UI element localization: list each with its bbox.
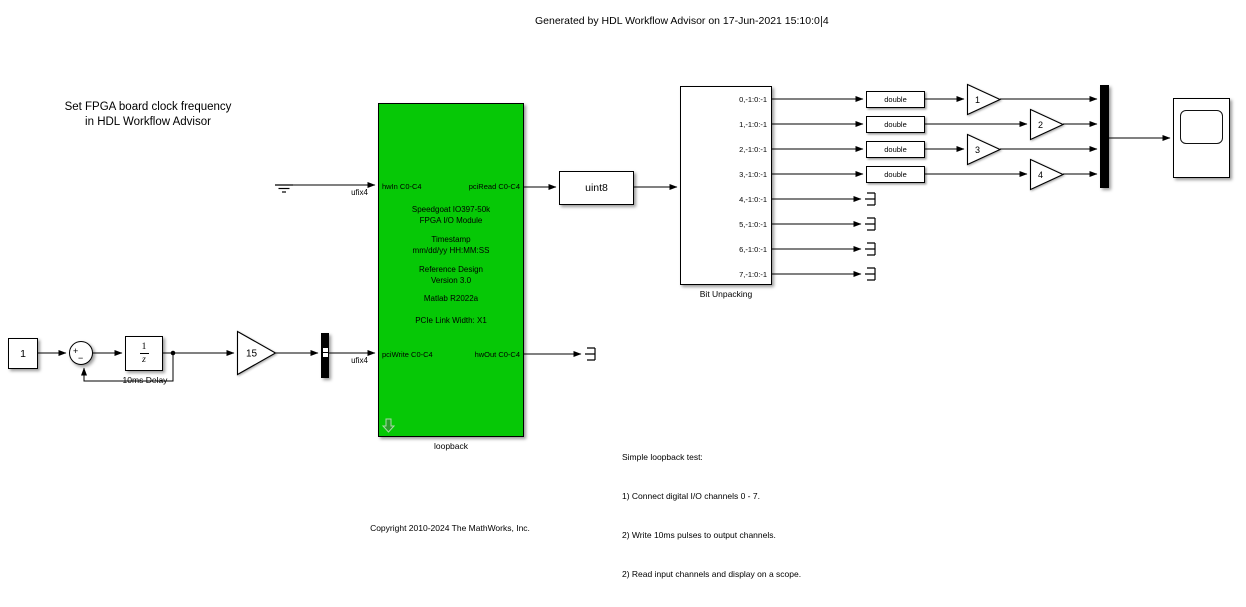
bit-unpacking-port: 1,-1:0:-1 <box>739 120 767 129</box>
terminator-block[interactable] <box>865 193 875 205</box>
annotation-heading-line2: in HDL Workflow Advisor <box>85 116 211 128</box>
mux-block-input[interactable] <box>321 333 329 378</box>
note-line: 2) Write 10ms pulses to output channels. <box>622 530 776 540</box>
unit-delay-fraction <box>140 342 149 365</box>
gain-value: 4 <box>1038 170 1044 180</box>
loopback-body-line: mm/dd/yy HH:MM:SS <box>412 246 490 255</box>
bit-unpacking-port: 5,-1:0:-1 <box>739 220 767 229</box>
bit-unpacking-port: 4,-1:0:-1 <box>739 195 767 204</box>
gain-value: 2 <box>1038 120 1044 130</box>
double-conversion-block[interactable] <box>866 116 925 133</box>
delay-numerator: 1 <box>141 342 147 352</box>
unit-delay-block[interactable] <box>125 336 163 371</box>
annotation-heading[interactable] <box>30 100 266 130</box>
sum-minus-sign: − <box>78 353 84 363</box>
ground-block[interactable] <box>275 185 293 192</box>
unit-delay-name[interactable]: 10ms Delay <box>122 375 168 385</box>
signal-label-ufix4-hwin[interactable]: ufix4 <box>351 188 368 197</box>
annotation-generated-text-before: Generated by HDL Workflow Advisor on 17-Jun-2021 15:10:0 <box>535 15 820 27</box>
port-label-hwout: hwOut C0-C4 <box>474 350 520 359</box>
annotation-note[interactable] <box>622 425 801 607</box>
conversion-type-label: uint8 <box>585 182 608 194</box>
double-label: double <box>884 120 907 129</box>
bit-unpacking-name[interactable]: Bit Unpacking <box>699 289 753 299</box>
terminator-block[interactable] <box>865 218 875 230</box>
double-conversion-block[interactable] <box>866 91 925 108</box>
note-line: 2) Read input channels and display on a scope. <box>622 569 802 579</box>
scope-screen <box>1180 110 1223 144</box>
loopback-body-line: Version 3.0 <box>430 276 472 285</box>
loopback-body-line: PCIe Link Width: X1 <box>415 316 487 325</box>
terminator-block[interactable] <box>865 268 875 280</box>
loopback-body-line: FPGA I/O Module <box>419 216 483 225</box>
bit-unpacking-port: 3,-1:0:-1 <box>739 170 767 179</box>
data-type-conversion-block[interactable] <box>559 171 634 205</box>
mux-port-mark <box>323 348 328 352</box>
mux-block-output[interactable] <box>1100 85 1109 188</box>
double-label: double <box>884 170 907 179</box>
subsystem-open-arrow-icon[interactable] <box>382 417 395 433</box>
loopback-block[interactable] <box>378 103 524 437</box>
gain-block-15[interactable] <box>237 331 277 375</box>
scope-block[interactable] <box>1173 98 1230 178</box>
annotation-generated[interactable] <box>535 15 829 27</box>
loopback-name[interactable]: loopback <box>433 441 469 451</box>
wire-junction-dot <box>171 351 176 356</box>
terminator-block[interactable] <box>585 348 595 360</box>
annotation-generated-text-after: 4 <box>822 15 829 27</box>
gain-block-3[interactable] <box>967 134 1001 165</box>
double-conversion-block[interactable] <box>866 166 925 183</box>
gain-value: 3 <box>975 145 981 155</box>
double-conversion-block[interactable] <box>866 141 925 158</box>
sum-block[interactable] <box>69 341 93 365</box>
loopback-body-line: Reference Design <box>418 265 484 274</box>
annotation-heading-line1: Set FPGA board clock frequency <box>64 101 232 113</box>
sum-plus-sign: + <box>73 346 79 356</box>
text-caret <box>821 16 822 27</box>
gain-block-1[interactable] <box>967 84 1001 115</box>
bit-unpacking-port: 7,-1:0:-1 <box>739 270 767 279</box>
terminator-block[interactable] <box>865 243 875 255</box>
loopback-body-line: Matlab R2022a <box>423 294 479 303</box>
gain-block-2[interactable] <box>1030 109 1064 140</box>
annotation-copyright[interactable]: Copyright 2010-2024 The MathWorks, Inc. <box>370 523 530 533</box>
loopback-body-line: Timestamp <box>431 235 471 244</box>
delay-denominator: z <box>142 355 146 365</box>
note-line: 1) Connect digital I/O channels 0 - 7. <box>622 491 760 501</box>
loopback-body-line: Speedgoat IO397-50k <box>411 205 491 214</box>
port-label-pciwrite: pciWrite C0-C4 <box>382 350 433 359</box>
double-label: double <box>884 145 907 154</box>
bit-unpacking-port: 2,-1:0:-1 <box>739 145 767 154</box>
fraction-rule <box>140 353 149 354</box>
bit-unpacking-port: 6,-1:0:-1 <box>739 245 767 254</box>
gain-value: 15 <box>246 348 258 360</box>
constant-value: 1 <box>20 347 26 360</box>
mux-port-mark <box>323 353 328 357</box>
double-label: double <box>884 95 907 104</box>
bit-unpacking-block[interactable] <box>680 86 772 285</box>
bit-unpacking-port: 0,-1:0:-1 <box>739 95 767 104</box>
gain-value: 1 <box>975 95 981 105</box>
signal-label-ufix4-pciwrite[interactable]: ufix4 <box>351 356 368 365</box>
note-line: Simple loopback test: <box>622 452 703 462</box>
port-label-pciread: pciRead C0-C4 <box>468 182 520 191</box>
constant-block[interactable] <box>8 338 38 369</box>
port-label-hwin: hwIn C0-C4 <box>382 182 422 191</box>
gain-block-4[interactable] <box>1030 159 1064 190</box>
